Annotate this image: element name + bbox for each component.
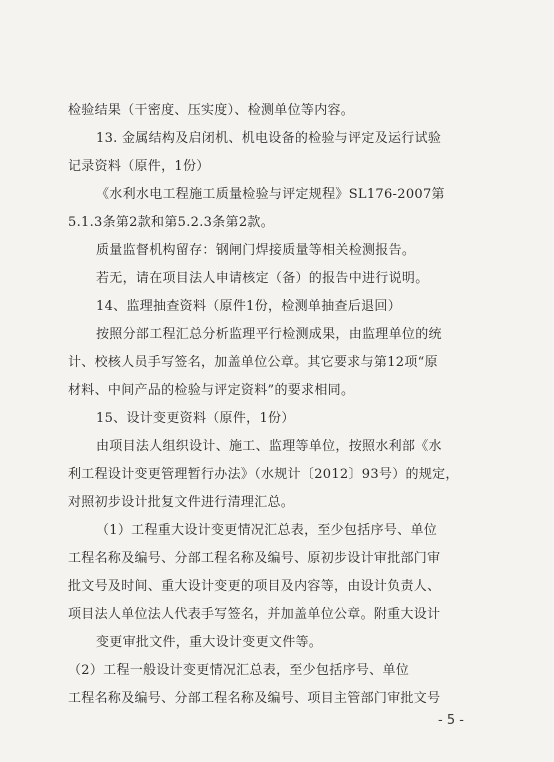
text-line: 检验结果（干密度、压实度）、检测单位等内容。 [68, 103, 355, 118]
text-line: 计、校核人员手写签名，加盖单位公章。其它要求与第12项“原 [68, 355, 438, 370]
text-line: （2）工程一般设计变更情况汇总表，至少包括序号、单位 [68, 663, 410, 678]
text-line: 5.1.3条第2款和第5.2.3条第2款。 [68, 215, 274, 230]
text-line: 由项目法人组织设计、施工、监理等单位，按照水利部《水 [96, 439, 442, 454]
text-line: 变更审批文件，重大设计变更文件等。 [96, 635, 323, 650]
text-line: 工程名称及编号、分部工程名称及编号、项目主管部门审批文号 [68, 691, 441, 706]
text-line: 对照初步设计批复文件进行清理汇总。 [68, 495, 295, 510]
text-line: 批文号及时间、重大设计变更的项目及内容等，由设计负责人、 [68, 579, 441, 594]
text-line: 15、设计变更资料（原件，1份） [96, 411, 295, 426]
text-line: 材料、中间产品的检验与评定资料”的要求相同。 [68, 383, 355, 398]
page-number: - 5 - [438, 713, 464, 728]
text-line: 13. 金属结构及启闭机、机电设备的检验与评定及运行试验 [96, 131, 442, 146]
text-line: 14、监理抽查资料（原件1份，检测单抽查后退回） [96, 299, 402, 314]
text-line: （1）工程重大设计变更情况汇总表，至少包括序号、单位 [96, 523, 438, 538]
text-line: 项目法人单位法人代表手写签名，并加盖单位公章。附重大设计 [68, 607, 441, 622]
text-line: 工程名称及编号、分部工程名称及编号、原初步设计审批部门审 [68, 551, 441, 566]
text-line: 若无，请在项目法人申请核定（备）的报告中进行说明。 [96, 271, 429, 286]
text-line: 利工程设计变更管理暂行办法》（水规计〔2012〕93号）的规定， [68, 467, 459, 482]
text-line: 《水利水电工程施工质量检验与评定规程》SL176-2007第 [96, 187, 445, 202]
text-line: 质量监督机构留存：钢闸门焊接质量等相关检测报告。 [96, 243, 416, 258]
text-line: 记录资料（原件，1份） [68, 159, 210, 174]
text-line: 按照分部工程汇总分析监理平行检测成果，由监理单位的统 [96, 327, 442, 342]
